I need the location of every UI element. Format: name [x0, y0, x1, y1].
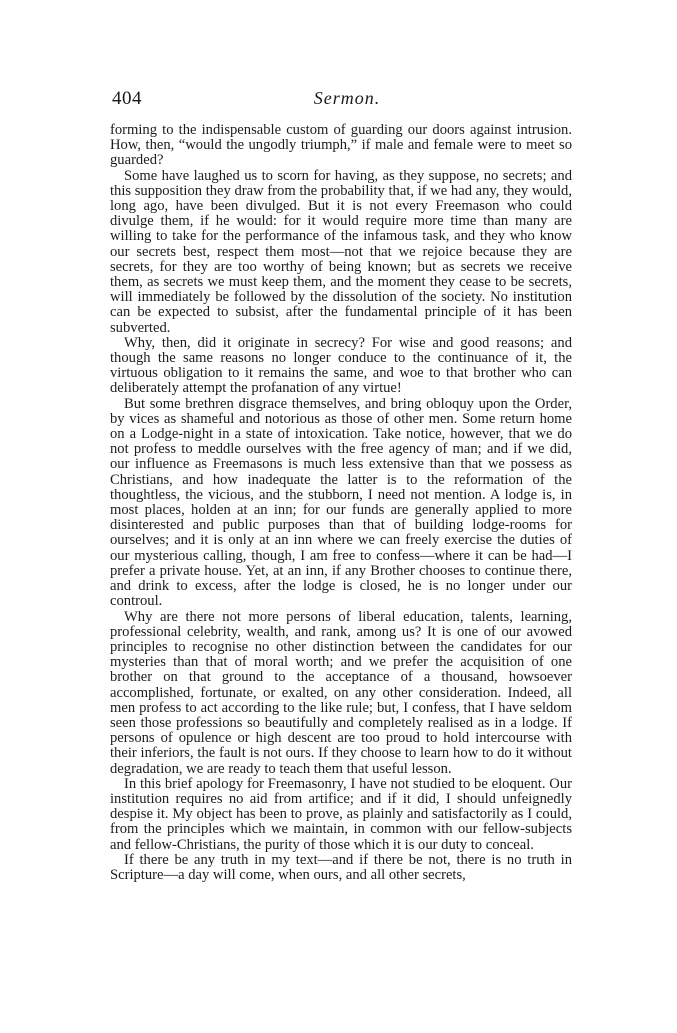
paragraph-liberal-education: Why are there not more persons of liberal education, talents, learning, professional celebrity, wealth, and rank, among us? It is one of our avowed principles to recognise no other distinction between the candidates for our mysteries than that of moral worth; and we prefer the acquisition of one brother on that ground to the acceptance of a thousand, howsoever accomplished, fortunate, or exalted, on any other consideration. Indeed, all men profess to act according to the like rule; but, I confess, that I have seldom seen those professions so beautifully and completely realised as in a lodge. If persons of opulence or high descent are too proud to hold intercourse with their inferiors, the fault is not ours. If they choose to learn how to do it without degradation, we are ready to teach them that useful lesson. — [110, 608, 572, 777]
paragraph-secrecy-origin: Why, then, did it originate in secrecy? For wise and good reasons; and though the same reasons no longer conduce to the continuance of it, the virtuous obligation to it remains the same, and woe to that brother who can deliberately attempt the profanation of any virtue! — [110, 334, 572, 397]
running-title: Sermon. — [313, 88, 381, 108]
body-text — [110, 123, 572, 883]
paragraph-continuation: forming to the indispensable custom of guarding our doors against intrusion. How, then, “would the ungodly triumph,” if male and female were to meet so guarded? — [110, 122, 572, 169]
paragraph-truth-in-text: If there be any truth in my text—and if there be not, there is no truth in Scripture—a day will come, when ours, and all other secrets, — [110, 851, 572, 883]
paragraph-secrets: Some have laughed us to scorn for having, as they suppose, no secrets; and this supposition they draw from the probability that, if we had any, they would, long ago, have been divulged. But it is not every Freemason who could divulge them, if he would: for it would require more time than many are willing to take for the performance of the infamous task, and they who know our secrets best, respect them most—not that we rejoice because they are secrets, for they are too worthy of being known; but as secrets we receive them, as secrets we must keep them, and the moment they cease to be secrets, will immediately be followed by the dissolution of the society. No institution can be expected to subsist, after the fundamental principle of it has been subverted. — [110, 167, 572, 336]
page-number: 404 — [112, 88, 142, 109]
paragraph-brethren-disgrace: But some brethren disgrace themselves, and bring obloquy upon the Order, by vices as shameful and notorious as those of other men. Some return home on a Lodge-night in a state of intoxication. Take notice, however, that we do not profess to meddle ourselves with the free agency of man; and if we did, our influence as Freemasons is much less extensive than that we possess as Christians, and how inadequate the latter is to the reformation of the thoughtless, the vicious, and the stubborn, I need not mention. A lodge is, in most places, holden at an inn; for our funds are generally applied to more disinterested and public purposes than that of building lodge-rooms for ourselves; and it is only at an inn where we can freely exercise the duties of our mysterious calling, though, I am free to confess—where it can be had—I prefer a private house. Yet, at an inn, if any Brother chooses to continue there, and drink to excess, after the lodge is closed, he is no longer under our controul. — [110, 395, 572, 610]
page-header — [112, 88, 582, 116]
paragraph-apology: In this brief apology for Freemasonry, I have not studied to be eloquent. Our institution requires no aid from artifice; and if it did, I should unfeignedly despise it. My object has been to prove, as plainly and satisfactorily as I could, from the principles which we maintain, in common with our fellow-subjects and fellow-Christians, the purity of those which it is our duty to conceal. — [110, 775, 572, 853]
